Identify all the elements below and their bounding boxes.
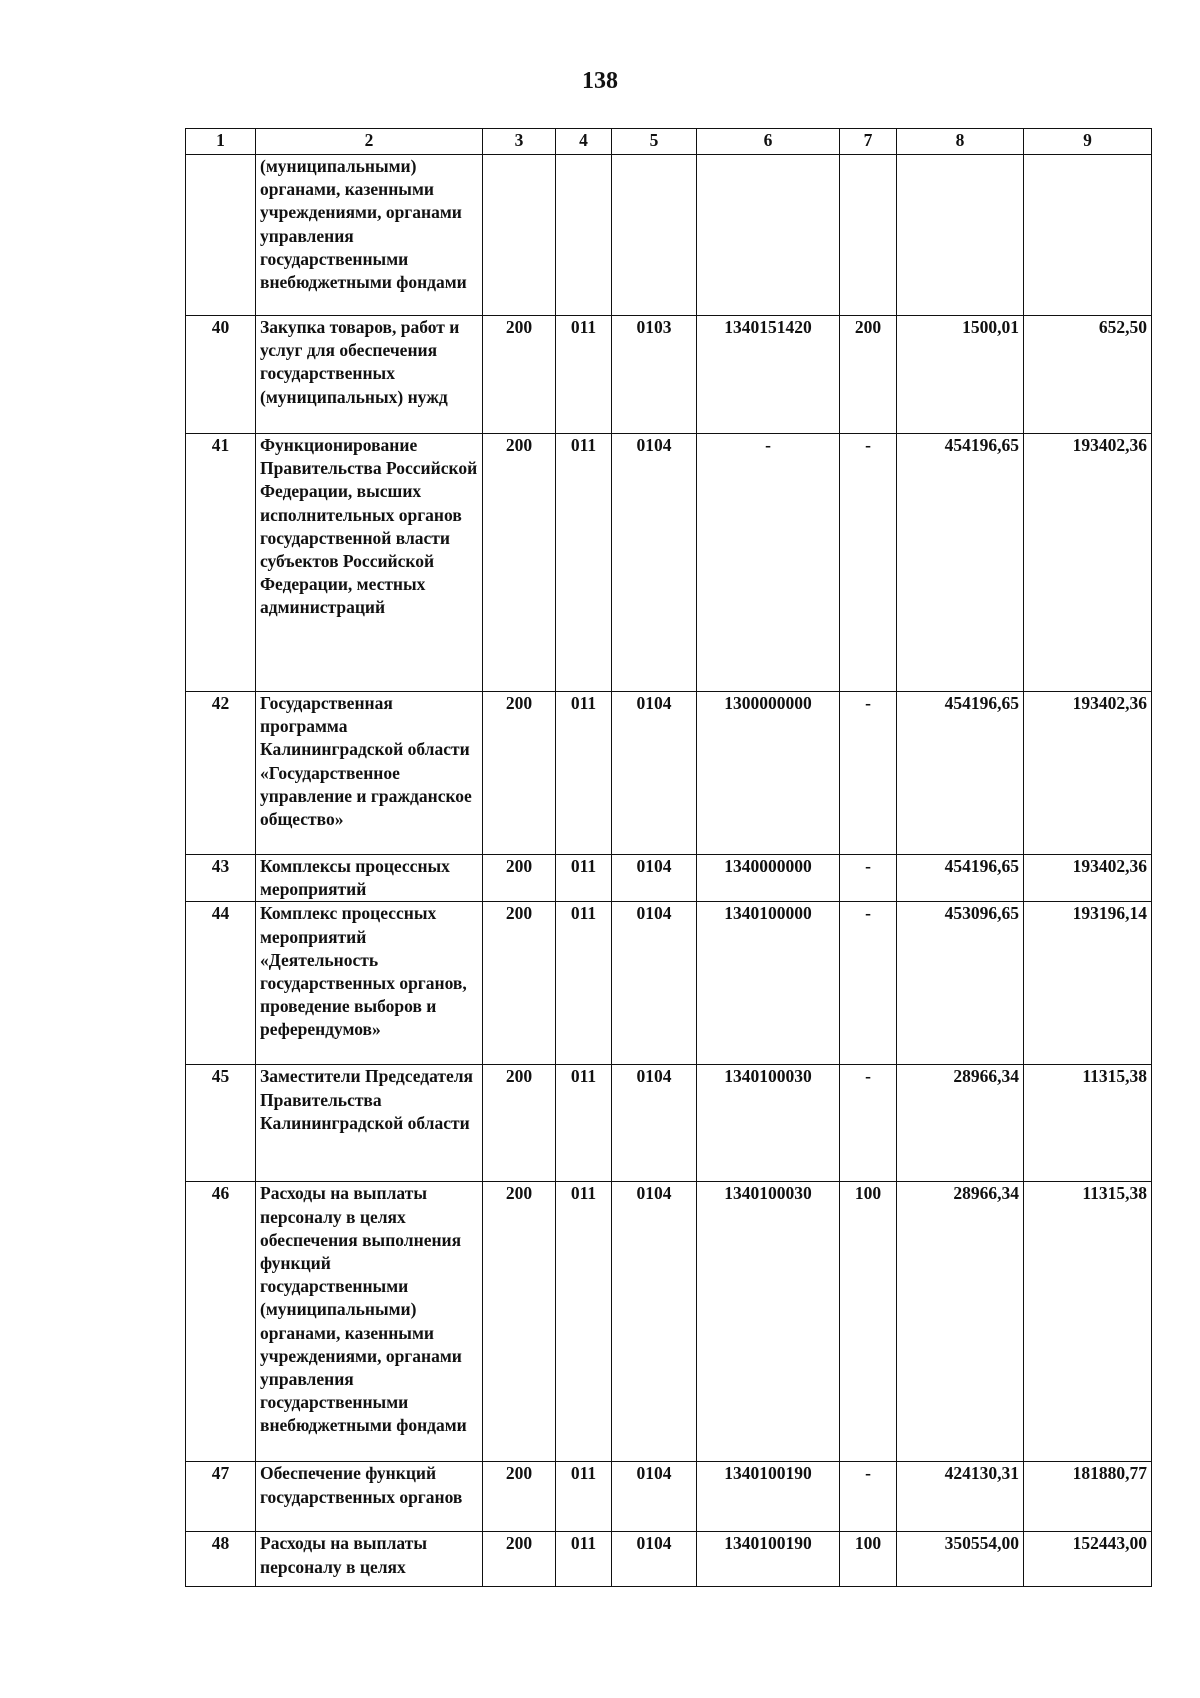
column-header: 7	[840, 129, 897, 155]
row-number	[186, 155, 256, 316]
cell-col9: 193196,14	[1024, 902, 1152, 1065]
cell-col3: 200	[483, 902, 556, 1065]
table-row	[186, 1065, 1152, 1182]
cell-col3: 200	[483, 434, 556, 692]
cell-col9: 193402,36	[1024, 692, 1152, 855]
cell-col5: 0104	[612, 434, 697, 692]
cell-col8: 453096,65	[897, 902, 1024, 1065]
cell-col8: 454196,65	[897, 434, 1024, 692]
cell-col9: 193402,36	[1024, 855, 1152, 902]
cell-col7: -	[840, 902, 897, 1065]
row-name: Государственная программа Калининградской области «Государственное управление и гражданское общество»	[256, 692, 483, 855]
cell-col8: 28966,34	[897, 1065, 1024, 1182]
cell-col4: 011	[556, 1182, 612, 1462]
cell-col8: 28966,34	[897, 1182, 1024, 1462]
cell-col9: 181880,77	[1024, 1462, 1152, 1532]
cell-col3: 200	[483, 692, 556, 855]
cell-col6: 1300000000	[697, 692, 840, 855]
cell-col7: -	[840, 855, 897, 902]
cell-col4: 011	[556, 1532, 612, 1587]
row-name: Закупка товаров, работ и услуг для обеспечения государственных (муниципальных) нужд	[256, 316, 483, 434]
cell-col9: 11315,38	[1024, 1065, 1152, 1182]
cell-col5: 0104	[612, 692, 697, 855]
table-row	[186, 1532, 1152, 1587]
cell-col7: -	[840, 1065, 897, 1182]
cell-col9: 152443,00	[1024, 1532, 1152, 1587]
cell-col5: 0104	[612, 1065, 697, 1182]
page-number: 138	[582, 68, 618, 94]
cell-col7: 200	[840, 316, 897, 434]
cell-col8: 454196,65	[897, 692, 1024, 855]
cell-col8: 350554,00	[897, 1532, 1024, 1587]
cell-col8: 424130,31	[897, 1462, 1024, 1532]
budget-table	[185, 128, 1152, 1587]
column-header: 1	[186, 129, 256, 155]
column-header: 3	[483, 129, 556, 155]
row-number: 41	[186, 434, 256, 692]
cell-col5	[612, 155, 697, 316]
cell-col6: 1340100030	[697, 1065, 840, 1182]
cell-col3: 200	[483, 316, 556, 434]
column-header: 6	[697, 129, 840, 155]
table-row	[186, 316, 1152, 434]
cell-col9: 193402,36	[1024, 434, 1152, 692]
row-number: 47	[186, 1462, 256, 1532]
cell-col4: 011	[556, 434, 612, 692]
table-row	[186, 902, 1152, 1065]
cell-col7: -	[840, 434, 897, 692]
cell-col8: 1500,01	[897, 316, 1024, 434]
row-name: Комплексы процессных мероприятий	[256, 855, 483, 902]
cell-col7: 100	[840, 1532, 897, 1587]
table-row	[186, 855, 1152, 902]
cell-col3: 200	[483, 1532, 556, 1587]
cell-col4: 011	[556, 692, 612, 855]
cell-col9: 11315,38	[1024, 1182, 1152, 1462]
row-number: 44	[186, 902, 256, 1065]
cell-col3: 200	[483, 1065, 556, 1182]
cell-col6: 1340100190	[697, 1532, 840, 1587]
cell-col7: -	[840, 692, 897, 855]
cell-col3: 200	[483, 1182, 556, 1462]
cell-col9: 652,50	[1024, 316, 1152, 434]
cell-col3	[483, 155, 556, 316]
table-row	[186, 1462, 1152, 1532]
table-row	[186, 434, 1152, 692]
cell-col5: 0104	[612, 1462, 697, 1532]
column-header: 4	[556, 129, 612, 155]
cell-col6: 1340100000	[697, 902, 840, 1065]
row-name: Расходы на выплаты персоналу в целях	[256, 1532, 483, 1587]
cell-col5: 0103	[612, 316, 697, 434]
cell-col4: 011	[556, 316, 612, 434]
row-name: Расходы на выплаты персоналу в целях обеспечения выполнения функций государственными (муниципальными) органами, казенными учреждениями, органами управления государственными внебюджетными фондами	[256, 1182, 483, 1462]
table-row	[186, 155, 1152, 316]
cell-col4: 011	[556, 855, 612, 902]
row-number: 43	[186, 855, 256, 902]
column-header: 5	[612, 129, 697, 155]
row-number: 40	[186, 316, 256, 434]
cell-col3: 200	[483, 855, 556, 902]
row-number: 46	[186, 1182, 256, 1462]
cell-col6: 1340100030	[697, 1182, 840, 1462]
row-name: Заместители Председателя Правительства Калининградской области	[256, 1065, 483, 1182]
row-number: 48	[186, 1532, 256, 1587]
row-name: (муниципальными) органами, казенными учреждениями, органами управления государственными внебюджетными фондами	[256, 155, 483, 316]
cell-col4	[556, 155, 612, 316]
row-name: Функционирование Правительства Российской Федерации, высших исполнительных органов государственной власти субъектов Российской Федерации, местных администраций	[256, 434, 483, 692]
row-name: Комплекс процессных мероприятий «Деятельность государственных органов, проведение выборов и референдумов»	[256, 902, 483, 1065]
cell-col6	[697, 155, 840, 316]
column-header: 2	[256, 129, 483, 155]
cell-col8	[897, 155, 1024, 316]
cell-col5: 0104	[612, 902, 697, 1065]
cell-col6: -	[697, 434, 840, 692]
column-header: 9	[1024, 129, 1152, 155]
row-number: 45	[186, 1065, 256, 1182]
cell-col3: 200	[483, 1462, 556, 1532]
table-row	[186, 1182, 1152, 1462]
column-header: 8	[897, 129, 1024, 155]
cell-col6: 1340100190	[697, 1462, 840, 1532]
table-header-row	[186, 129, 1152, 155]
cell-col6: 1340151420	[697, 316, 840, 434]
cell-col5: 0104	[612, 855, 697, 902]
row-name: Обеспечение функций государственных органов	[256, 1462, 483, 1532]
table-row	[186, 692, 1152, 855]
cell-col5: 0104	[612, 1182, 697, 1462]
cell-col8: 454196,65	[897, 855, 1024, 902]
cell-col7	[840, 155, 897, 316]
cell-col9	[1024, 155, 1152, 316]
cell-col6: 1340000000	[697, 855, 840, 902]
cell-col7: -	[840, 1462, 897, 1532]
cell-col5: 0104	[612, 1532, 697, 1587]
cell-col4: 011	[556, 902, 612, 1065]
row-number: 42	[186, 692, 256, 855]
cell-col7: 100	[840, 1182, 897, 1462]
cell-col4: 011	[556, 1065, 612, 1182]
cell-col4: 011	[556, 1462, 612, 1532]
